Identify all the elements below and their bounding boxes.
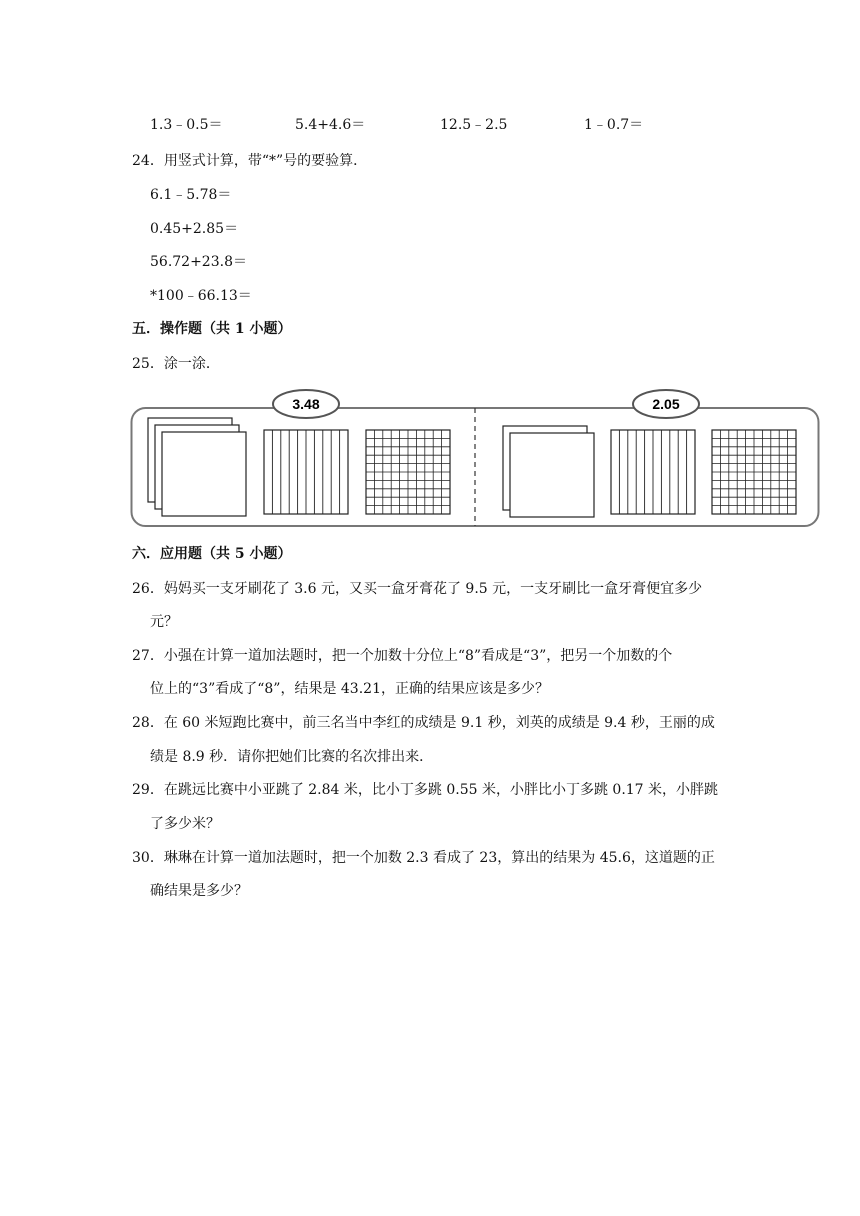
q23-expr-1: 1.3﹣0.5＝ <box>150 117 223 133</box>
q23-expr-4: 1﹣0.7＝ <box>584 117 644 133</box>
q25-title: 25．涂一涂． <box>132 356 220 372</box>
q25-figure <box>130 388 820 528</box>
q25-figure-svg <box>130 388 820 528</box>
left-tenths-group <box>264 430 348 514</box>
section-5-heading: 五．操作题（共 1 小题） <box>132 321 292 337</box>
left-ones-group <box>148 418 246 516</box>
q24-item-3: 56.72+23.8＝ <box>150 254 247 270</box>
left-hundredths-group <box>366 430 450 514</box>
q27-line-1: 27．小强在计算一道加法题时，把一个加数十分位上“8”看成是“3”，把另一个加数的个 <box>132 648 673 664</box>
q29-line-1: 29．在跳远比赛中小亚跳了 2.84 米，比小丁多跳 0.55 米，小胖比小丁多跳 0.17 米，小胖跳 <box>132 782 719 798</box>
q24-item-4: *100﹣66.13＝ <box>150 288 252 304</box>
right-hundredths-group <box>712 430 796 514</box>
q24-item-1: 6.1﹣5.78＝ <box>150 187 232 203</box>
right-label: 2.05 <box>652 396 680 412</box>
q24-title: 24．用竖式计算，带“*”号的要验算． <box>132 153 368 169</box>
q30-line-2: 确结果是多少？ <box>150 883 248 899</box>
q26-line-1: 26．妈妈买一支牙刷花了 3.6 元，又买一盒牙膏花了 9.5 元，一支牙刷比一盒牙膏便宜多少 <box>132 581 703 597</box>
q28-line-2: 绩是 8.9 秒．请你把她们比赛的名次排出来． <box>150 749 434 765</box>
right-ones-group <box>503 426 594 517</box>
q27-line-2: 位上的“3”看成了“8”，结果是 43.21，正确的结果应该是多少？ <box>150 681 549 697</box>
q23-expr-2: 5.4+4.6＝ <box>295 117 366 133</box>
q23-expr-3: 12.5﹣2.5 <box>440 117 508 133</box>
section-6-heading: 六．应用题（共 5 小题） <box>132 546 292 562</box>
q24-item-2: 0.45+2.85＝ <box>150 221 239 237</box>
q29-line-2: 了多少米？ <box>150 816 220 832</box>
q26-line-2: 元？ <box>150 614 178 630</box>
left-label: 3.48 <box>292 396 320 412</box>
q30-line-1: 30．琳琳在计算一道加法题时，把一个加数 2.3 看成了 23，算出的结果为 45.6，这道题的正 <box>132 850 715 866</box>
right-tenths-group <box>611 430 695 514</box>
q28-line-1: 28．在 60 米短跑比赛中，前三名当中李红的成绩是 9.1 秒，刘英的成绩是 9.4 秒，王丽的成 <box>132 715 715 731</box>
